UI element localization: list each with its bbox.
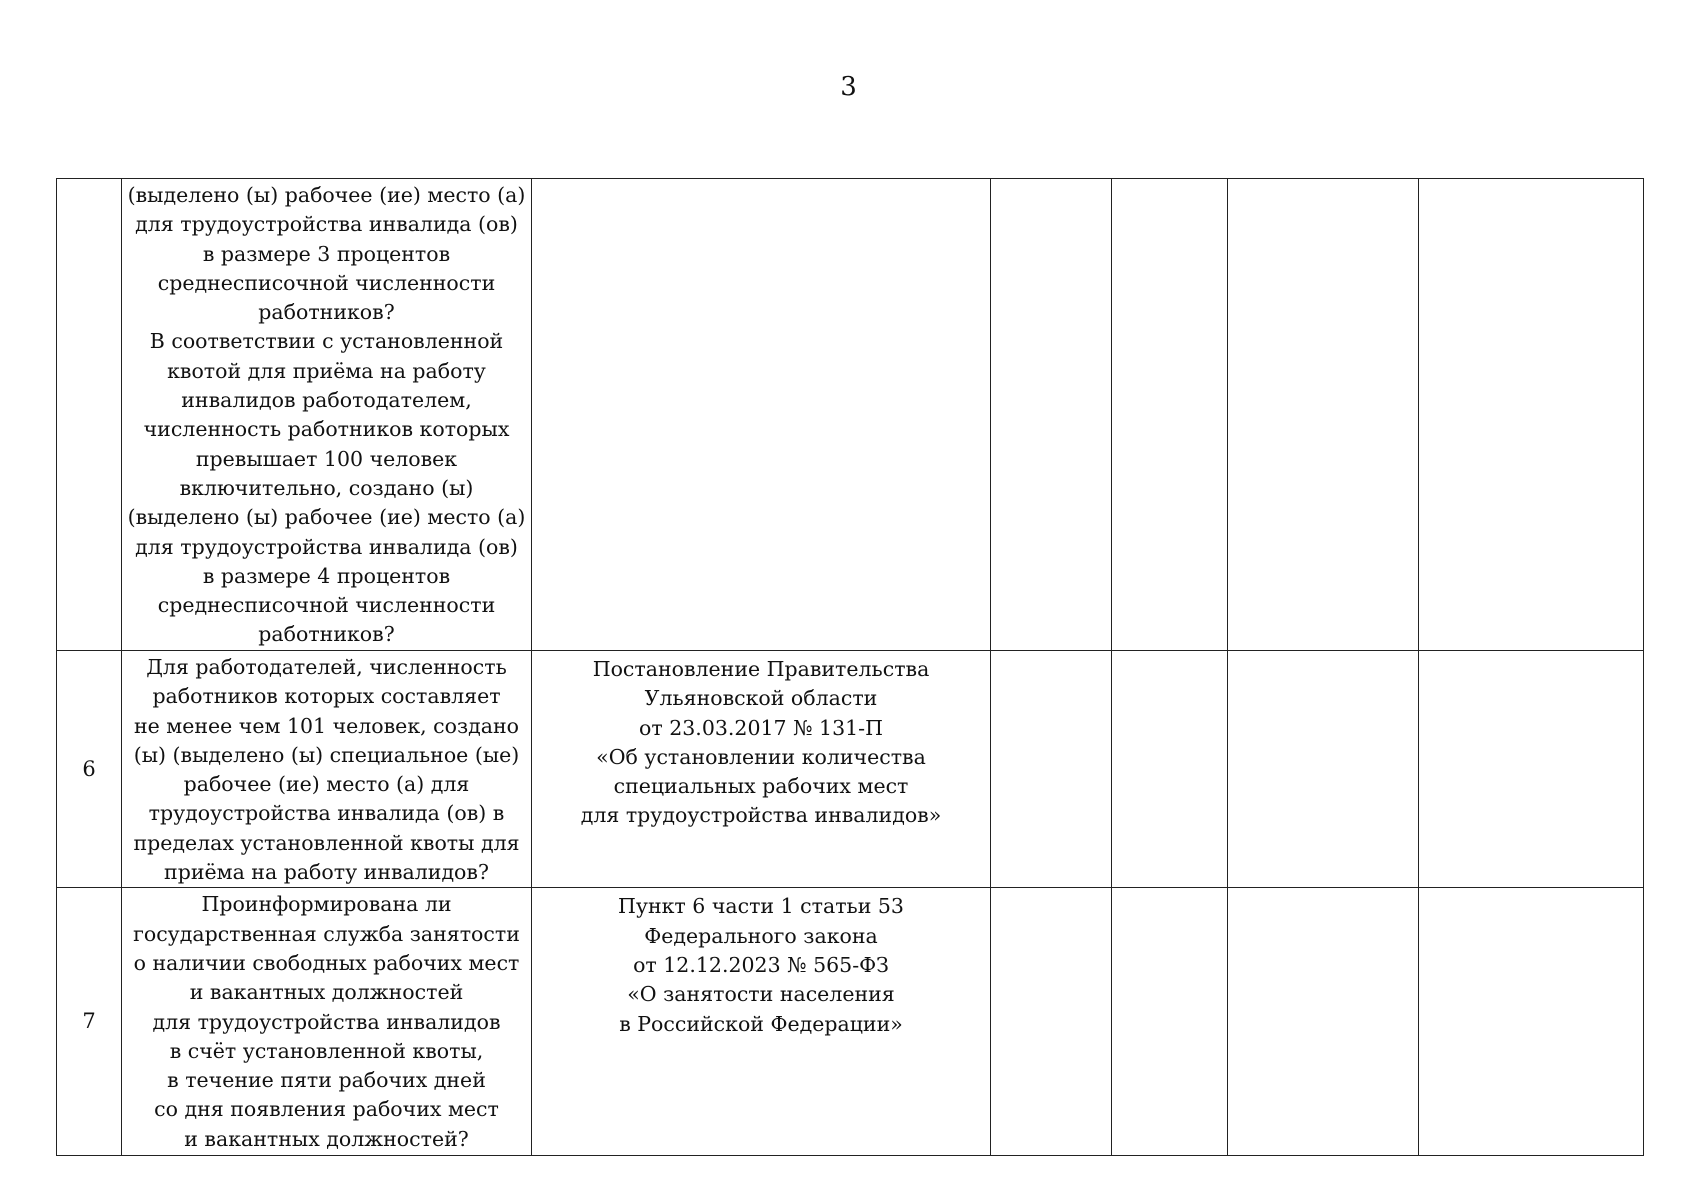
row-number: 6 (82, 756, 96, 781)
legal-basis-cell (532, 651, 991, 888)
question-cell (122, 179, 532, 651)
question-text: Проинформирована ли государственная служба занятости о наличии свободных рабочих мест и вакантных должностей для трудоустройства инвалидов в счёт установленной квоты, в течение пяти рабочих дней со дня появления рабочих мест и вакантных должностей? (133, 892, 520, 1151)
question-cell (122, 651, 532, 888)
table-row (57, 179, 1644, 651)
answer-cell-no (1112, 651, 1228, 888)
legal-basis-cell (532, 179, 991, 651)
table-row (57, 651, 1644, 888)
row-number-cell (57, 651, 122, 888)
answer-cell-yes (991, 651, 1112, 888)
answer-cell-yes (991, 179, 1112, 651)
legal-basis-text: Пункт 6 части 1 статьи 53 Федерального закона от 12.12.2023 № 565-ФЗ «О занятости населения в Российской Федерации» (618, 894, 904, 1036)
checklist-table (56, 178, 1644, 1156)
answer-cell-not-applicable (1228, 888, 1419, 1156)
answer-cell-no (1112, 888, 1228, 1156)
legal-basis-cell (532, 888, 991, 1156)
answer-cell-no (1112, 179, 1228, 651)
legal-basis-text (532, 179, 990, 183)
page-number: 3 (840, 72, 857, 102)
row-number-cell (57, 888, 122, 1156)
answer-cell-not-applicable (1228, 651, 1419, 888)
notes-cell (1419, 179, 1644, 651)
answer-cell-yes (991, 888, 1112, 1156)
notes-cell (1419, 888, 1644, 1156)
row-number-cell (57, 179, 122, 651)
answer-cell-not-applicable (1228, 179, 1419, 651)
question-text: Для работодателей, численность работников которых составляет не менее чем 101 человек, создано (ы) (выделено (ы) специальное (ые) рабочее (ие) место (а) для трудоустройства инвалида (ов) в пределах установленной квоты для приёма на работу инвалидов? (133, 655, 520, 885)
table-row (57, 888, 1644, 1156)
legal-basis-text: Постановление Правительства Ульяновской области от 23.03.2017 № 131-П «Об установлении количества специальных рабочих мест для трудоустройства инвалидов» (580, 657, 942, 828)
row-number: 7 (82, 1009, 96, 1034)
question-text: (выделено (ы) рабочее (ие) место (а) для трудоустройства инвалида (ов) в размере 3 процентов среднесписочной численности работников? В соответствии с установленной квотой для приёма на работу инвалидов работодателем, численность работников которых превышает 100 человек включительно, создано (ы) (выделено (ы) рабочее (ие) место (а) для трудоустройства инвалида (ов) в размере 4 процентов среднесписочной численности работников? (127, 183, 526, 647)
notes-cell (1419, 651, 1644, 888)
question-cell (122, 888, 532, 1156)
